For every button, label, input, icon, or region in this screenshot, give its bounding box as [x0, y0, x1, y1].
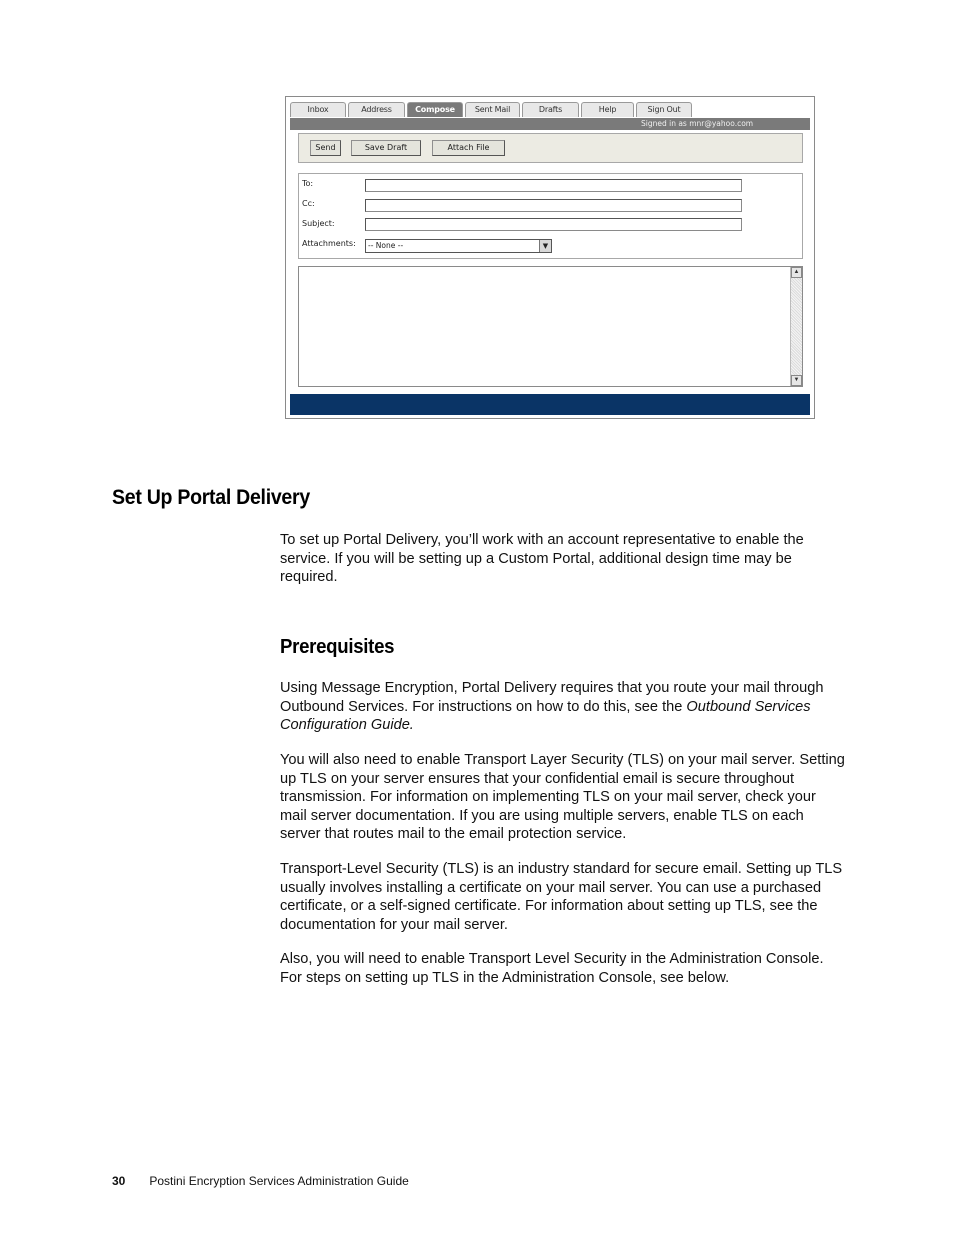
subject-input[interactable]	[365, 218, 742, 231]
prereq-paragraph-4: Also, you will need to enable Transport Level Security in the Administration Console. For steps on setting up TLS in the Administration Console, see below.	[280, 951, 824, 986]
page-footer	[112, 1174, 409, 1188]
scroll-down-icon[interactable]: ▼	[791, 375, 802, 386]
attachments-label: Attachments:	[302, 239, 356, 248]
prereq-p1-text: Using Message Encryption, Portal Delivery requires that you route your mail through Outbound Services. For instructions on how to do this, see the	[280, 680, 824, 715]
signed-in-text: Signed in as mnr@yahoo.com	[641, 119, 754, 128]
screenshot-frame	[290, 100, 810, 414]
compose-screenshot	[285, 96, 815, 419]
status-bar	[290, 118, 810, 130]
page-number: 30	[112, 1174, 126, 1188]
tab-drafts[interactable]: Drafts	[522, 102, 579, 117]
subject-label: Subject:	[302, 219, 335, 228]
send-button[interactable]: Send	[310, 140, 341, 156]
tab-sent-mail[interactable]: Sent Mail	[465, 102, 520, 117]
message-body-textarea[interactable]	[298, 266, 803, 387]
scrollbar[interactable]	[790, 267, 802, 386]
to-input[interactable]	[365, 179, 742, 192]
to-label: To:	[302, 179, 314, 188]
prereq-paragraph-1	[280, 679, 846, 735]
tab-inbox[interactable]: Inbox	[290, 102, 346, 117]
chevron-down-icon[interactable]: ▼	[539, 240, 551, 252]
attachments-value: -- None --	[368, 241, 404, 250]
cc-input[interactable]	[365, 199, 742, 212]
intro-paragraph: To set up Portal Delivery, you’ll work with an account representative to enable the service. If you will be setting up a Custom Portal, additional design time may be required.	[280, 532, 804, 586]
header-fields	[298, 173, 803, 259]
section-title: Set Up Portal Delivery	[112, 486, 310, 509]
tab-help[interactable]: Help	[581, 102, 634, 117]
tab-sign-out[interactable]: Sign Out	[636, 102, 692, 117]
tab-compose[interactable]: Compose	[407, 102, 463, 117]
config-guide-reference: Outbound Services Configuration Guide.	[280, 698, 811, 734]
cc-label: Cc:	[302, 199, 315, 208]
footer-bar	[290, 394, 810, 415]
prereq-paragraph-2: You will also need to enable Transport Layer Security (TLS) on your mail server. Setting up TLS on your server ensures that your confidential email is secure throughout transmission. For information on implementing TLS on your mail server, check your mail server documentation. If you are using multiple servers, enable TLS on each server that routes mail to the email protection service.	[280, 752, 845, 843]
attachments-select[interactable]	[365, 239, 552, 253]
prerequisites-title: Prerequisites	[280, 636, 395, 658]
scroll-up-icon[interactable]: ▲	[791, 267, 802, 278]
attach-file-button[interactable]: Attach File	[432, 140, 505, 156]
tab-address[interactable]: Address	[348, 102, 405, 117]
tab-bar	[290, 100, 810, 118]
guide-title: Postini Encryption Services Administration Guide	[149, 1174, 409, 1188]
prereq-paragraph-3: Transport-Level Security (TLS) is an industry standard for secure email. Setting up TLS usually involves installing a certificate on your mail server. You can use a purchased certificate, or a self-signed certificate. For information about setting up TLS, see the documentation for your mail server.	[280, 861, 843, 933]
compose-toolbar	[298, 133, 803, 163]
save-draft-button[interactable]: Save Draft	[351, 140, 421, 156]
